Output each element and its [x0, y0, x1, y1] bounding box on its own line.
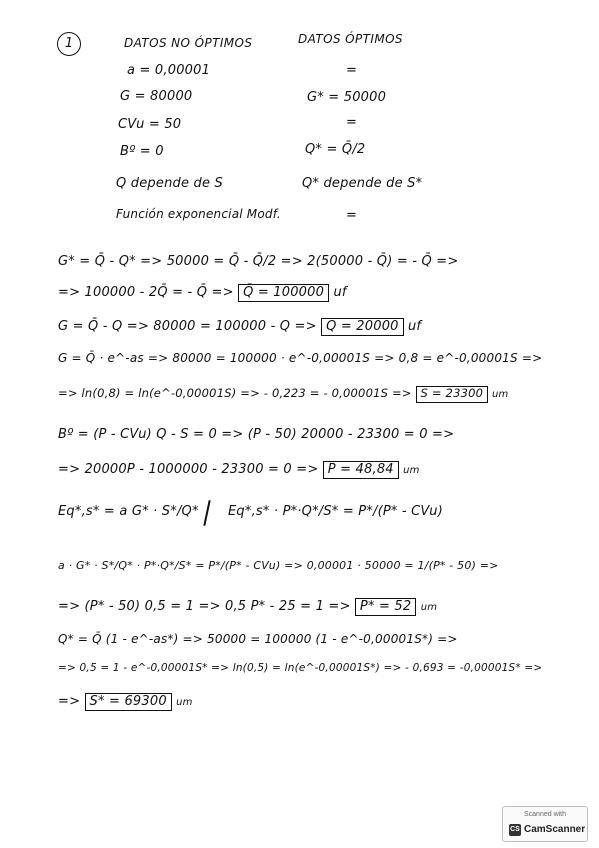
- right-row: =: [346, 63, 358, 78]
- solution-line: [58, 461, 420, 479]
- left-row: Q depende de S: [116, 176, 223, 191]
- line-text: => 20000P - 1000000 - 23300 = 0 =>: [58, 462, 319, 477]
- camscanner-watermark: [502, 806, 588, 842]
- left-row: a = 0,00001: [127, 63, 211, 78]
- solution-line: [58, 693, 193, 711]
- result-unit: um: [176, 697, 193, 708]
- solution-line: [58, 663, 542, 674]
- watermark-brand: CamScanner: [524, 824, 586, 835]
- watermark-caption: Scanned with: [523, 811, 567, 818]
- line-text: a · G* · S*/Q* · P*·Q*/S* = P*/(P* - CVu) => 0,00001 · 50000 = 1/(P* - 50) =>: [58, 559, 499, 572]
- line-text: => (P* - 50) 0,5 = 1 => 0,5 P* - 25 = 1 =>: [58, 599, 351, 614]
- line-text: => ln(0,8) = ln(e^-0,00001S) => - 0,223 = - 0,00001S =>: [58, 386, 412, 400]
- divider-slash: [203, 500, 210, 526]
- exercise-number: 1: [57, 32, 81, 56]
- solution-line: [58, 505, 199, 518]
- line-text: Eq*,s* = a G* · S*/Q*: [58, 504, 199, 519]
- left-row: G = 80000: [120, 89, 193, 104]
- line-text: G = Q̄ - Q => 80000 = 100000 - Q =>: [58, 319, 317, 334]
- line-text: Bº = (P - CVu) Q - S = 0 => (P - 50) 20000 - 23300 = 0 =>: [58, 427, 455, 442]
- left-column-title: DATOS NO ÓPTIMOS: [124, 36, 253, 50]
- result-unit: uf: [407, 319, 422, 334]
- result-unit: um: [403, 465, 420, 476]
- boxed-result: Q̄ = 100000: [238, 284, 329, 302]
- line-text: => 0,5 = 1 - e^-0,00001S* => ln(0,5) = ln(e^-0,00001S*) => - 0,693 = -0,00001S* =>: [58, 662, 543, 674]
- boxed-result: Q = 20000: [321, 318, 404, 336]
- boxed-result: S = 23300: [416, 386, 489, 403]
- boxed-result: P = 48,84: [323, 461, 399, 479]
- line-text: =>: [58, 694, 81, 709]
- right-row: G* = 50000: [307, 90, 387, 105]
- solution-line: [58, 284, 347, 302]
- solution-line: [228, 505, 443, 518]
- camscanner-logo-icon: CS: [509, 824, 521, 836]
- right-row: =: [346, 115, 358, 130]
- line-text: Q* = Q̄ (1 - e^-as*) => 50000 = 100000 (1 - e^-0,00001S*) =>: [58, 632, 458, 646]
- line-text: G = Q̄ · e^-as => 80000 = 100000 · e^-0,00001S => 0,8 = e^-0,00001S =>: [58, 351, 543, 365]
- solution-line: [58, 255, 458, 268]
- line-text: G* = Q̄ - Q* => 50000 = Q̄ - Q̄/2 => 2(50000 - Q̄) = - Q̄ =>: [58, 254, 459, 269]
- result-unit: uf: [333, 285, 347, 300]
- solution-line: [58, 428, 454, 441]
- right-row: Q* depende de S*: [302, 176, 423, 191]
- left-row: Función exponencial Modf.: [116, 207, 281, 221]
- solution-line: [58, 633, 458, 645]
- solution-line: [58, 560, 499, 571]
- boxed-result: S* = 69300: [85, 693, 172, 711]
- right-column-title: DATOS ÓPTIMOS: [298, 32, 403, 46]
- left-row: Bº = 0: [120, 144, 164, 159]
- line-text: => 100000 - 2Q̄ = - Q̄ =>: [58, 285, 234, 300]
- result-unit: um: [420, 602, 438, 613]
- left-row: CVu = 50: [118, 117, 182, 132]
- result-unit: um: [492, 389, 509, 400]
- solution-line: [58, 352, 542, 364]
- solution-line: [58, 386, 508, 403]
- right-row: Q* = Q̄/2: [305, 142, 366, 157]
- solution-line: [58, 598, 437, 616]
- line-text: Eq*,s* · P*·Q*/S* = P*/(P* - CVu): [228, 504, 443, 519]
- right-row: =: [346, 208, 358, 223]
- solution-line: [58, 318, 421, 336]
- boxed-result: P* = 52: [355, 598, 416, 616]
